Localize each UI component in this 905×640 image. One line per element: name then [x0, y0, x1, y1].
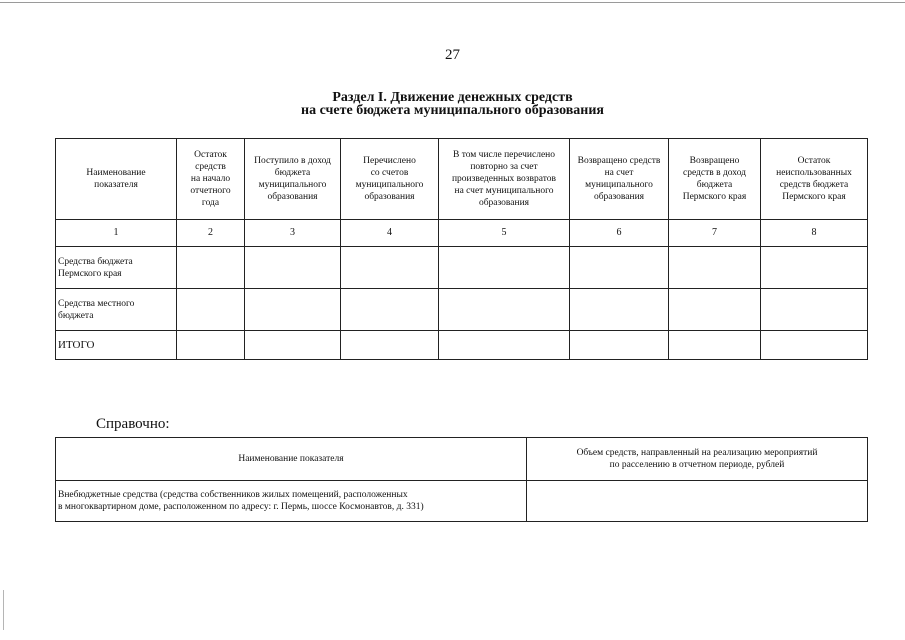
text-line: Внебюджетные средства (средства собственников жилых помещений, расположенных: [58, 490, 408, 500]
text-line: неиспользованных: [776, 168, 852, 178]
text-line: по расселению в отчетном периоде, рублей: [609, 460, 785, 470]
section-title-line-2: на счете бюджета муниципального образования: [301, 103, 604, 118]
text-line: Объем средств, направленный на реализацию мероприятий: [576, 448, 818, 458]
column-number-8: 8: [761, 220, 868, 247]
text-line: ИТОГО: [58, 339, 95, 351]
text-line: бюджета: [58, 310, 94, 321]
table-cell: [341, 247, 439, 289]
text-line: показателя: [94, 180, 138, 190]
text-line: Поступило в доход: [254, 156, 331, 166]
header-opening-balance: [177, 139, 245, 220]
text-line: муниципального: [355, 180, 424, 190]
text-line: произведенных возвратов: [451, 174, 557, 184]
table-cell: [761, 331, 868, 360]
column-number-5: 5: [439, 220, 570, 247]
table-cell: [761, 247, 868, 289]
reference-header-volume: [527, 438, 868, 481]
cash-flow-header-row: [56, 139, 868, 220]
table-cell: [177, 289, 245, 331]
column-numbers-row: [56, 220, 868, 247]
text-line: образования: [478, 198, 530, 208]
text-line: Остаток: [797, 156, 831, 166]
table-cell: [245, 331, 341, 360]
text-line: повторно за счет: [470, 162, 538, 172]
text-line: Возвращено средств: [577, 156, 661, 166]
text-line: Перечислено: [363, 156, 416, 166]
reference-table: [55, 437, 868, 522]
text-line: на счет: [604, 168, 634, 178]
text-line: на счет муниципального: [454, 186, 554, 196]
table-cell: [761, 289, 868, 331]
text-line: образования: [364, 192, 415, 202]
table-cell: [570, 331, 669, 360]
table-row: [56, 247, 868, 289]
text-line: Пермского края: [782, 192, 846, 202]
header-indicator-name: [56, 139, 177, 220]
text-line: Средства бюджета: [58, 256, 133, 267]
table-cell: [570, 289, 669, 331]
text-line: образования: [267, 192, 318, 202]
table-cell: [341, 289, 439, 331]
table-cell: [245, 247, 341, 289]
table-cell: [245, 289, 341, 331]
row-label-local-budget: [56, 289, 177, 331]
table-cell: [527, 481, 868, 522]
text-line: бюджета: [696, 180, 733, 190]
text-line: бюджета: [274, 168, 311, 178]
section-title-line-1: Раздел I. Движение денежных средств: [332, 90, 573, 105]
table-cell: [570, 247, 669, 289]
table-cell: [669, 247, 761, 289]
reference-row-extrabudgetary: [56, 481, 527, 522]
reference-header-indicator: Наименование показателя: [56, 438, 527, 481]
text-line: Пермского края: [682, 192, 747, 202]
table-row: [56, 481, 868, 522]
text-line: муниципального: [258, 180, 327, 190]
text-line: Средства местного: [58, 298, 135, 309]
header-transferred-again: [439, 139, 570, 220]
text-line: в многоквартирном доме, расположенном по адресу: г. Пермь, шоссе Космонавтов, д. 331): [58, 502, 424, 512]
table-cell: [439, 247, 570, 289]
text-line: средств в доход: [682, 168, 747, 178]
text-line: Пермского края: [58, 268, 122, 279]
column-number-3: 3: [245, 220, 341, 247]
table-row: [56, 289, 868, 331]
text-line: отчетного: [190, 186, 231, 196]
row-label-region-budget: [56, 247, 177, 289]
header-received: [245, 139, 341, 220]
table-cell: [439, 289, 570, 331]
column-number-7: 7: [669, 220, 761, 247]
reference-label: Справочно:: [96, 416, 170, 432]
row-label-total: [56, 331, 177, 360]
text-line: средств: [195, 162, 226, 172]
header-returned-to-account: [570, 139, 669, 220]
text-line: образования: [593, 192, 645, 202]
column-number-2: 2: [177, 220, 245, 247]
text-line: со счетов: [370, 168, 409, 178]
page-number: 27: [445, 47, 460, 63]
text-line: года: [201, 198, 220, 208]
header-returned-to-region-budget: [669, 139, 761, 220]
text-line: В том числе перечислено: [452, 150, 555, 160]
text-line: муниципального: [585, 180, 653, 190]
column-number-4: 4: [341, 220, 439, 247]
table-cell: [669, 289, 761, 331]
text-line: Наименование: [86, 168, 146, 178]
column-number-6: 6: [570, 220, 669, 247]
table-cell: [439, 331, 570, 360]
table-cell: [177, 247, 245, 289]
table-cell: [177, 331, 245, 360]
text-line: средств бюджета: [779, 180, 849, 190]
header-transferred: [341, 139, 439, 220]
scan-edge-left: [3, 590, 4, 630]
text-line: на начало: [190, 174, 231, 184]
table-row: [56, 331, 868, 360]
column-number-1: 1: [56, 220, 177, 247]
table-cell: [341, 331, 439, 360]
scan-edge-top: [0, 2, 905, 3]
header-unused-balance: [761, 139, 868, 220]
section-title: [0, 91, 905, 117]
reference-header-row: [56, 438, 868, 481]
text-line: Остаток: [194, 150, 227, 160]
text-line: Возвращено: [689, 156, 740, 166]
cash-flow-table: [55, 138, 868, 360]
table-cell: [669, 331, 761, 360]
